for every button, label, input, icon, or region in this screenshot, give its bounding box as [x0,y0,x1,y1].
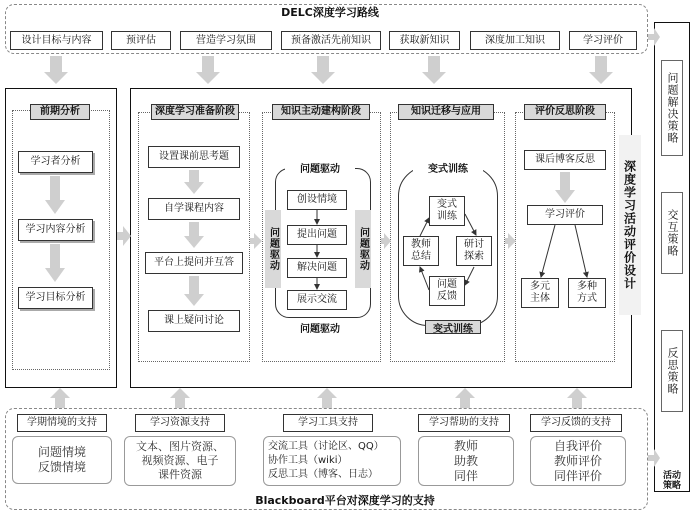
support-2-line-1: 文本、图片资源、 [136,440,224,453]
support-2-line-3: 课件资源 [158,468,202,481]
stage3-arrows [420,214,476,290]
stage3-node-top-label: 变式训练 [437,199,457,222]
stage2-item-2: 提出问题 [287,225,347,245]
strategy-3: 反思策略 [661,330,683,412]
stage4-item-2: 学习评价 [527,205,603,225]
stage1-title: 深度学习准备阶段 [151,104,239,120]
support-4-title: 学习帮助的支持 [418,414,510,432]
stage1-item-3: 平台上提问并互答 [145,252,243,274]
stage3-drill-top: 变式训练 [413,160,483,174]
analysis-title: 前期分析 [30,104,90,120]
stage3-node-right-label: 研讨探索 [464,239,484,262]
stage3-node-bottom-label: 问题反馈 [437,279,457,302]
arrow-analysis-to-stages [117,226,131,246]
support-1-line-1: 问题情境 [37,445,86,459]
top-step-1: 设计目标与内容 [10,31,103,50]
stage1-item-2: 自学课程内容 [148,198,240,220]
arrow-right-strategy [648,28,660,46]
strategy-1: 问题解决策略 [661,60,683,156]
stage2-item-1: 创设情境 [287,190,347,210]
top-step-7: 学习评价 [569,31,637,50]
support-1-line-2: 反馈情境 [37,460,86,474]
stage-transition-arrows [250,233,516,249]
support-1-title: 学期情境的支持 [17,414,107,432]
support-4-line-1: 教师 [453,438,478,453]
support-2-title: 学习资源支持 [135,414,225,432]
support-5-title: 学习反馈的支持 [530,414,622,432]
stage1-item-4: 课上疑问讨论 [148,310,240,332]
arrow-down-2 [196,56,220,84]
platform-label: Blackboard平台对深度学习的支持 [255,494,435,507]
arrow-down-5 [589,56,613,84]
support-5-line-3: 同伴评价 [553,468,602,483]
analysis-arrows [45,176,65,282]
stage3-node-left-label: 教师总结 [411,239,431,262]
eval-design-label: 深度学习活动评价设计 [619,135,641,315]
stage2-drive-top: 问题驱动 [285,160,355,174]
stage3-title: 知识迁移与应用 [398,104,494,120]
support-3-line-1: 交流工具（讨论区、QQ） [268,441,384,452]
delc-route-title: DELC深度学习路线 [281,6,379,19]
arrow-down-1 [44,56,68,84]
stage3-drill-bottom: 变式训练 [425,320,481,334]
stage4-item-1: 课后博客反思 [524,150,606,170]
support-5-line-2: 教师评价 [553,453,602,468]
strategy-label-text: 活动策略 [662,471,681,491]
analysis-item-2: 学习内容分析 [18,219,93,241]
support-4-line-3: 同伴 [453,468,478,483]
stage4-node-left-label: 多元主体 [530,281,550,304]
stage2-drive-bottom: 问题驱动 [285,320,355,334]
analysis-item-1: 学习者分析 [18,151,93,173]
stage2-drive-right: 问题驱动 [355,210,371,288]
stage2-item-4: 展示交流 [287,290,347,310]
arrow-down-3 [311,56,335,84]
support-3-line-3: 反思工具（博客、日志） [268,469,378,480]
arrow-down-4 [422,56,446,84]
support-3-title: 学习工具支持 [283,414,373,432]
stage2-item-3: 解决问题 [287,258,347,278]
top-step-4: 预备激活先前知识 [281,31,381,50]
support-2-line-2: 视频资源、电子 [141,454,219,467]
stage4-node-right-label: 多种方式 [577,281,597,304]
top-step-2: 预评估 [111,31,171,50]
bottom-up-arrows [50,388,660,467]
stage4-arrows [555,172,575,203]
top-step-3: 营造学习氛围 [180,31,272,50]
analysis-item-3: 学习目标分析 [18,287,93,309]
top-down-arrows [44,28,660,84]
strategy-2: 交互策略 [661,192,683,274]
top-step-5: 获取新知识 [389,31,460,50]
support-4-line-2: 助教 [453,453,478,468]
support-5-line-1: 自我评价 [553,438,602,453]
stage4-title: 评价反思阶段 [524,104,606,120]
stage2-drive-left: 问题驱动 [265,210,281,288]
stage2-title: 知识主动建构阶段 [272,104,370,120]
top-step-6: 深度加工知识 [470,31,560,50]
stage1-item-1: 设置课前思考题 [148,146,240,168]
support-3-line-2: 协作工具（wiki） [268,455,348,466]
stage4-branch-arrows [541,225,587,277]
stage1-arrows [184,170,204,306]
